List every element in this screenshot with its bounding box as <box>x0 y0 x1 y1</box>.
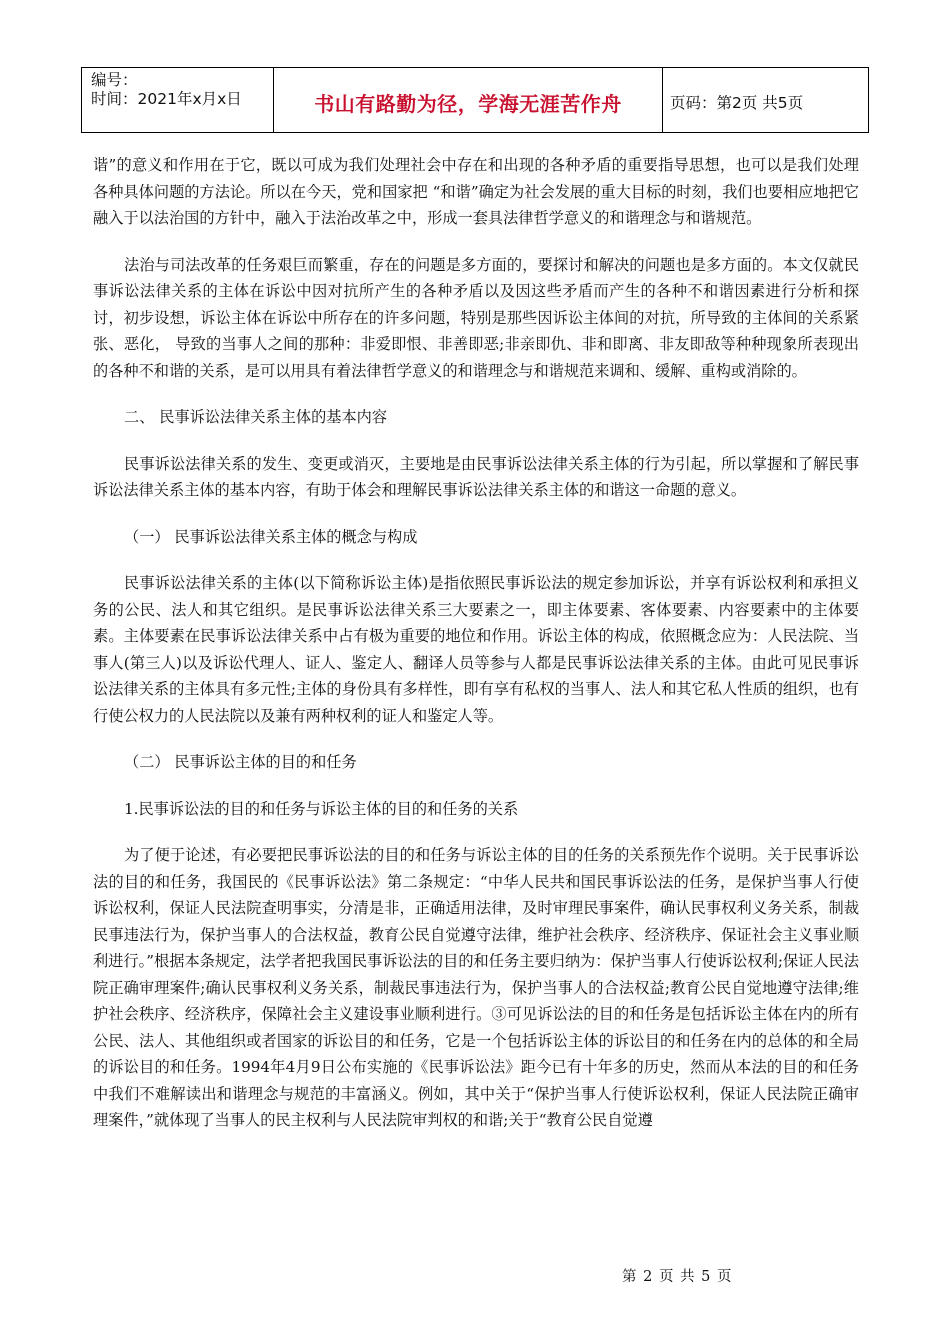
page-footer: 第 2 页 共 5 页 <box>622 1269 733 1285</box>
header-meta <box>82 68 274 132</box>
body-paragraph: 为了便于论述，有必要把民事诉讼法的目的和任务与诉讼主体的目的任务的关系预先作个说明。关于民事诉讼法的目的和任务，我国民的《民事诉讼法》第二条规定：“中华人民共和国民事诉讼法的任务，是保护当事人行使诉讼权利，保证人民法院查明事实，分清是非，正确适用法律，及时审理民事案件，确认民事权利义务关系，制裁民事违法行为，保护当事人的合法权益，教育公民自觉遵守法律，维护社会秩序、经济秩序、保证社会主义事业顺利进行。”根据本条规定，法学者把我国民事诉讼法的目的和任务主要归纳为：保护当事人行使诉讼权利;保证人民法院正确审理案件;确认民事权利义务关系，制裁民事违法行为，保护当事人的合法权益;教育公民自觉地遵守法律;维护社会秩序、经济秩序，保障社会主义建设事业顺利进行。③可见诉讼法的目的和任务是包括诉讼主体在内的所有公民、法人、其他组织或者国家的诉讼目的和任务，它是一个包括诉讼主体的诉讼目的和任务在内的总体的和全局的诉讼目的和任务。1994年4月9日公布实施的《民事诉讼法》距今已有十年多的历史，然而从本法的目的和任务中我们不难解读出和谐理念与规范的丰富涵义。例如，其中关于“保护当事人行使诉讼权利，保证人民法院正确审理案件，”就体现了当事人的民主权利与人民法院审判权的和谐;关于“教育公民自觉遵 <box>93 846 859 1129</box>
section-heading: 二、 民事诉讼法律关系主体的基本内容 <box>124 408 388 426</box>
header-motto: 书山有路勤为径，学海无涯苦作舟 <box>274 68 663 132</box>
subsection-heading: （二） 民事诉讼主体的目的和任务 <box>124 753 357 771</box>
body-paragraph: 法治与司法改革的任务艰巨而繁重，存在的问题是多方面的，要探讨和解决的问题也是多方面的。本文仅就民事诉讼法律关系的主体在诉讼中因对抗所产生的各种矛盾以及因这些矛盾而产生的各种不和谐因素进行分析和探讨，初步设想，诉讼主体在诉讼中所存在的许多问题，特别是那些因诉讼主体间的对抗，所导致的主体间的关系紧张、恶化， 导致的当事人之间的那种：非爱即恨、非善即恶;非亲即仇、非和即离、非友即敌等种种现象所表现出的各种不和谐的关系，是可以用具有着法律哲学意义的和谐理念与和谐规范来调和、缓解、重构或消除的。 <box>93 255 859 380</box>
body-paragraph: 谐”的意义和作用在于它，既以可成为我们处理社会中存在和出现的各种矛盾的重要指导思想，也可以是我们处理各种具体问题的方法论。所以在今天，党和国家把 “和谐”确定为社会发展的重大目标的时刻，我们也要相应地把它融入于以法治国的方针中，融入于法治改革之中，形成一套具法律哲学意义的和谐理念与和谐规范。 <box>93 156 859 227</box>
page-header <box>81 67 869 133</box>
numbered-heading: 1.民事诉讼法的目的和任务与诉讼主体的目的和任务的关系 <box>124 799 519 818</box>
body-paragraph: 民事诉讼法律关系的主体(以下简称诉讼主体)是指依照民事诉讼法的规定参加诉讼，并享有诉讼权利和承担义务的公民、法人和其它组织。是民事诉讼法律关系三大要素之一，即主体要素、客体要素、内容要素中的主体要素。主体要素在民事诉讼法律关系中占有极为重要的地位和作用。诉讼主体的构成，依照概念应为：人民法院、当事人(第三人)以及诉讼代理人、证人、鉴定人、翻译人员等参与人都是民事诉讼法律关系的主体。由此可见民事诉讼法律关系的主体具有多元性;主体的身份具有多样性，即有享有私权的当事人、法人和其它私人性质的组织，也有行使公权力的人民法院以及兼有两种权利的证人和鉴定人等。 <box>93 574 859 725</box>
document-number-label: 编号： <box>91 71 138 89</box>
header-page-info: 页码：第2页 共5页 <box>670 94 804 112</box>
body-paragraph: 民事诉讼法律关系的发生、变更或消灭，主要地是由民事诉讼法律关系主体的行为引起，所以掌握和了解民事诉讼法律关系主体的基本内容，有助于体会和理解民事诉讼法律关系主体的和谐这一命题的意义。 <box>93 454 859 499</box>
subsection-heading: （一） 民事诉讼法律关系主体的概念与构成 <box>124 527 418 546</box>
document-body <box>93 152 859 1134</box>
document-time-label: 时间：2021年x月x日 <box>91 90 242 108</box>
